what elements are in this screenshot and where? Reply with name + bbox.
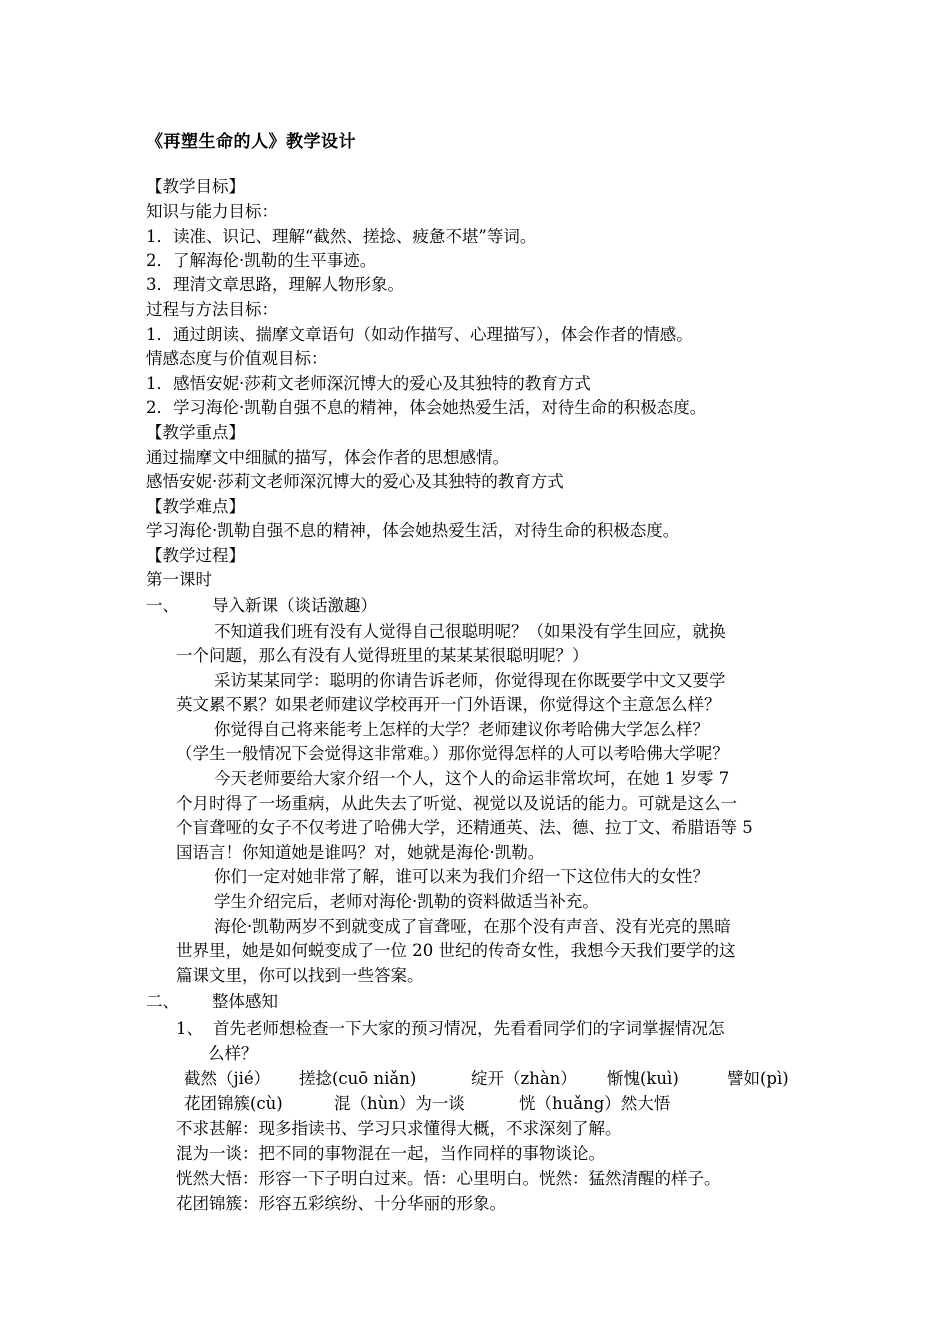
vocab-word: 绽开（zhàn） [471, 1069, 577, 1088]
section-heading [146, 991, 278, 1013]
section-number: 一、 [146, 596, 179, 615]
paragraph-line: 个盲聋哑的女子不仅考进了哈佛大学，还精通英、法、德、拉丁文、希腊语等 5 [176, 818, 753, 837]
paragraph-line: 不知道我们班有没有人觉得自己很聪明呢？（如果没有学生回应，就换 [214, 622, 726, 641]
heading-difficulties: 【教学难点】 [146, 497, 245, 516]
goal-line: 3．理清文章思路，理解人物形象。 [146, 275, 404, 294]
vocab-word: 搓捻(cuō niǎn) [299, 1069, 417, 1088]
vocab-word: 惭愧(kuì) [607, 1069, 679, 1088]
definition-line: 花团锦簇：形容五彩缤纷、十分华丽的形象。 [176, 1194, 506, 1213]
vocab-word: 混（hùn）为一谈 [334, 1094, 465, 1113]
paragraph-line: 你觉得自己将来能考上怎样的大学？老师建议你考哈佛大学怎么样？ [214, 720, 709, 739]
paragraph-line: 学生介绍完后，老师对海伦·凯勒的资料做适当补充。 [214, 892, 599, 911]
lesson-label: 第一课时 [146, 570, 212, 589]
subheading-knowledge: 知识与能力目标： [146, 202, 278, 221]
paragraph-line: 个月时得了一场重病，从此失去了听觉、视觉以及说话的能力。可就是这么一 [176, 794, 737, 813]
vocabulary-row [184, 1093, 670, 1115]
definition-line: 混为一谈：把不同的事物混在一起，当作同样的事物谈论。 [176, 1144, 605, 1163]
vocab-word: 譬如(pì) [727, 1069, 789, 1088]
list-item [176, 1018, 725, 1040]
paragraph-line: 世界里，她是如何蜕变成了一位 20 世纪的传奇女性，我想今天我们要学的这 [176, 941, 736, 960]
paragraph-line: 篇课文里，你可以找到一些答案。 [176, 966, 424, 985]
subheading-process: 过程与方法目标： [146, 300, 278, 319]
heading-teaching-goals: 【教学目标】 [146, 177, 245, 196]
paragraph-line: 今天老师要给大家介绍一个人，这个人的命运非常坎坷，在她 1 岁零 7 [214, 769, 730, 788]
section-heading [146, 595, 377, 617]
goal-line: 1．通过朗读、揣摩文章语句（如动作描写、心理描写），体会作者的情感。 [146, 325, 693, 344]
paragraph-line: （学生一般情况下会觉得这非常难。）那你觉得怎样的人可以考哈佛大学呢？ [176, 744, 729, 763]
section-title: 整体感知 [212, 992, 278, 1011]
paragraph-line: 海伦·凯勒两岁不到就变成了盲聋哑，在那个没有声音、没有光亮的黑暗 [214, 917, 731, 936]
paragraph-line: 英文累不累？如果老师建议学校再开一门外语课，你觉得这个主意怎么样？ [176, 695, 721, 714]
goal-line: 1．读准、识记、理解“截然、搓捻、疲惫不堪”等词。 [146, 227, 537, 246]
definition-line: 恍然大悟：形容一下子明白过来。悟：心里明白。恍然：猛然清醒的样子。 [176, 1169, 721, 1188]
paragraph-line: 一个问题，那么有没有人觉得班里的某某某很聪明呢？） [176, 646, 589, 665]
goal-line: 2．了解海伦·凯勒的生平事迹。 [146, 251, 377, 270]
paragraph-line: 采访某某同学：聪明的你请告诉老师，你觉得现在你既要学中文又要学 [214, 671, 726, 690]
goal-line: 2．学习海伦·凯勒自强不息的精神，体会她热爱生活，对待生命的积极态度。 [146, 398, 707, 417]
vocab-word: 恍（huǎng）然大悟 [519, 1094, 671, 1113]
section-number: 二、 [146, 992, 179, 1011]
difficulty-line: 学习海伦·凯勒自强不息的精神，体会她热爱生活，对待生命的积极态度。 [146, 521, 680, 540]
document-title: 《再塑生命的人》教学设计 [146, 132, 356, 152]
vocabulary-row [184, 1068, 789, 1090]
list-item-text: 么样？ [208, 1044, 258, 1063]
paragraph-line: 国语言！你知道她是谁吗？对，她就是海伦·凯勒。 [176, 843, 545, 862]
definition-line: 不求甚解：现多指读书、学习只求懂得大概，不求深刻了解。 [176, 1119, 622, 1138]
vocab-word: 花团锦簇(cù) [184, 1094, 283, 1113]
list-item-text: 首先老师想检查一下大家的预习情况，先看看同学们的字词掌握情况怎 [213, 1019, 725, 1038]
vocab-word: 截然（jié） [184, 1069, 271, 1088]
section-title: 导入新课（谈话激趣） [212, 596, 377, 615]
goal-line: 1．感悟安妮·莎莉文老师深沉博大的爱心及其独特的教育方式 [146, 374, 591, 393]
heading-process: 【教学过程】 [146, 546, 245, 565]
subheading-emotion: 情感态度与价值观目标： [146, 349, 328, 368]
list-number: 1、 [176, 1019, 203, 1038]
heading-key-points: 【教学重点】 [146, 423, 245, 442]
key-point-line: 通过揣摩文中细腻的描写，体会作者的思想感情。 [146, 448, 509, 467]
paragraph-line: 你们一定对她非常了解，谁可以来为我们介绍一下这位伟大的女性？ [214, 867, 709, 886]
key-point-line: 感悟安妮·莎莉文老师深沉博大的爱心及其独特的教育方式 [146, 472, 564, 491]
